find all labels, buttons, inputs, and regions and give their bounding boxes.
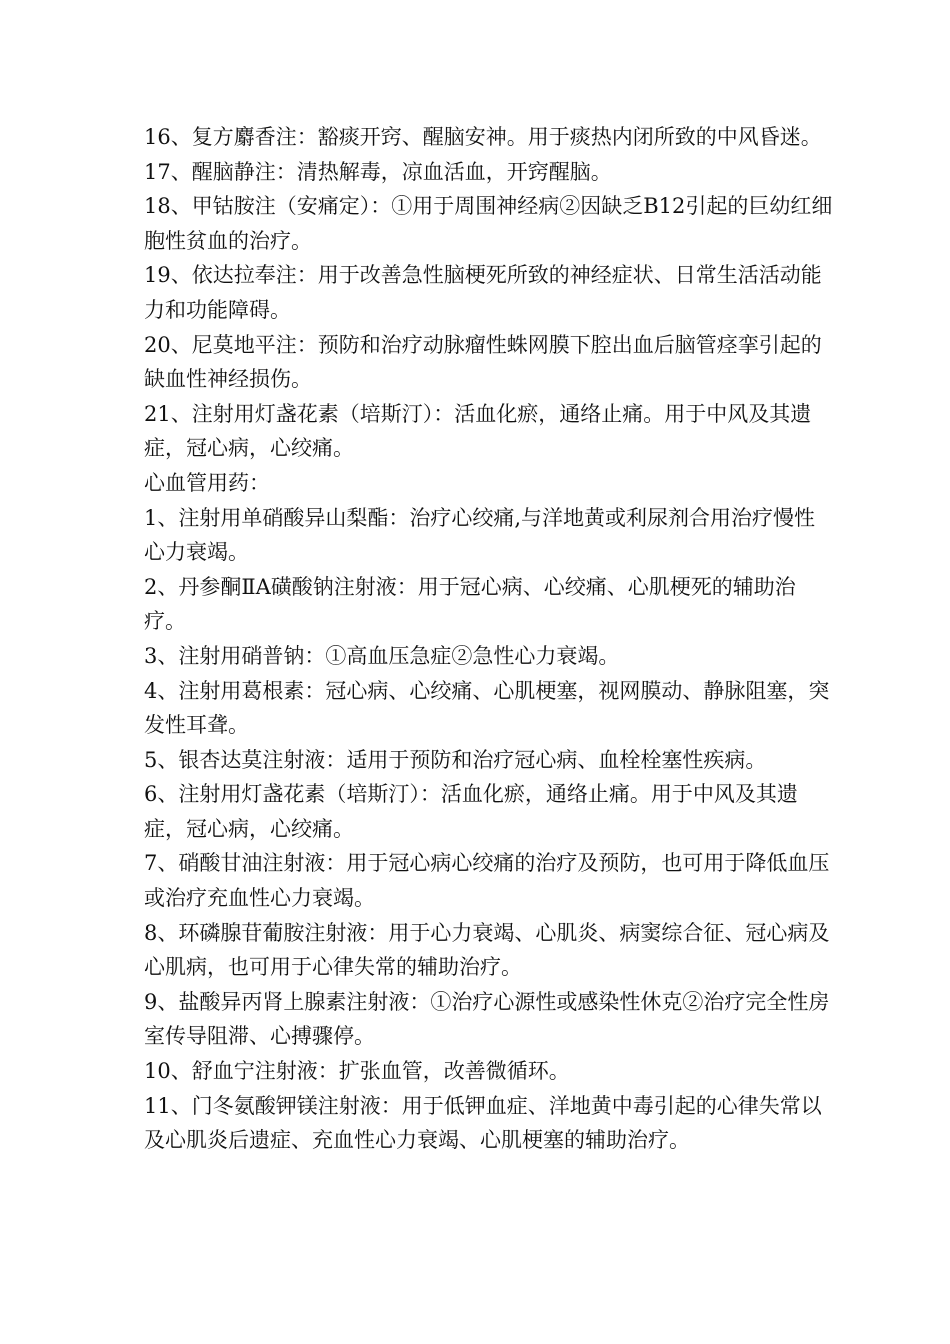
item-20-nimodiping: 20、尼莫地平注：预防和治疗动脉瘤性蛛网膜下腔出血后脑管痉挛引起的缺血性神经损伤。 xyxy=(144,332,822,392)
cardio-item-6: 6、注射用灯盏花素（培斯汀）：活血化瘀，通络止痛。用于中风及其遗症，冠心病，心绞痛。 xyxy=(144,782,798,841)
item-19-yidalafeng: 19、依达拉奉注：用于改善急性脑梗死所致的神经症状、日常生活活动能力和功能障碍。 xyxy=(144,263,822,322)
cardio-item-8: 8、环磷腺苷葡胺注射液：用于心力衰竭、心肌炎、病窦综合征、冠心病及心肌病，也可用于心律失常的辅助治疗。 xyxy=(144,920,830,980)
cardio-item-4: 4、注射用葛根素：冠心病、心绞痛、心肌梗塞，视网膜动、静脉阻塞，突发性耳聋。 xyxy=(144,678,830,738)
cardio-item-7: 7、硝酸甘油注射液：用于冠心病心绞痛的治疗及预防，也可用于降低血压或治疗充血性心力衰竭。 xyxy=(144,851,830,911)
cardio-item-5: 5、银杏达莫注射液：适用于预防和治疗冠心病、血栓栓塞性疾病。 xyxy=(144,747,767,772)
cardio-item-10: 10、舒血宁注射液：扩张血管，改善微循环。 xyxy=(144,1059,570,1084)
cardio-item-11: 11、门冬氨酸钾镁注射液：用于低钾血症、洋地黄中毒引起的心律失常以及心肌炎后遗症、充血性心力衰竭、心肌梗塞的辅助治疗。 xyxy=(144,1093,822,1153)
item-17-xingnaojing: 17、醒脑静注：清热解毒，凉血活血，开窍醒脑。 xyxy=(144,159,612,184)
section-heading-cardiovascular: 心血管用药： xyxy=(144,470,270,495)
item-16-fufang-shexiang: 16、复方麝香注：豁痰开窍、醒脑安神。用于痰热内闭所致的中风昏迷。 xyxy=(144,125,822,149)
document-body xyxy=(144,120,834,1158)
cardio-item-1: 1、注射用单硝酸异山梨酯：治疗心绞痛,与洋地黄或利尿剂合用治疗慢性心力衰竭。 xyxy=(144,505,816,565)
cardio-item-9: 9、盐酸异丙肾上腺素注射液：①治疗心源性或感染性休克②治疗完全性房室传导阻滞、心搏骤停。 xyxy=(144,989,830,1049)
cardio-item-3: 3、注射用硝普钠：①高血压急症②急性心力衰竭。 xyxy=(144,643,620,668)
cardio-item-2: 2、丹参酮ⅡA磺酸钠注射液：用于冠心病、心绞痛、心肌梗死的辅助治疗。 xyxy=(144,574,796,634)
item-21-dengzhanhuasu: 21、注射用灯盏花素（培斯汀）：活血化瘀，通络止痛。用于中风及其遗症，冠心病，心绞痛。 xyxy=(144,401,812,461)
item-18-jiagu-anzhu: 18、甲钴胺注（安痛定）：①用于周围神经病②因缺乏B12引起的巨幼红细胞性贫血的治疗。 xyxy=(144,194,833,253)
